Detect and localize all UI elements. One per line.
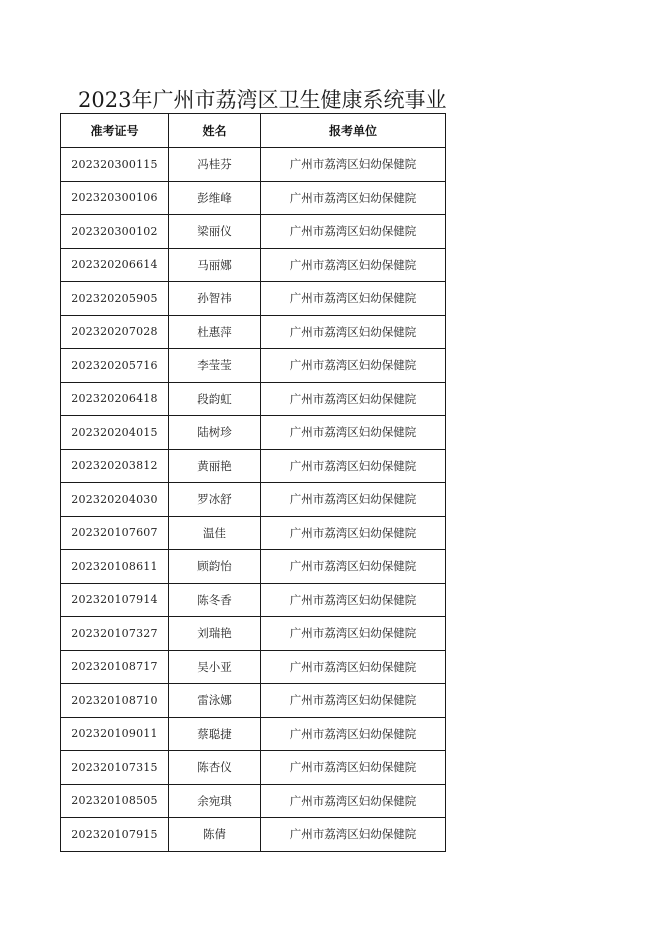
candidate-name-cell: 陆树珍 <box>169 416 261 450</box>
exam-id-cell: 202320108505 <box>61 784 169 818</box>
table-row <box>61 784 446 818</box>
exam-id-cell: 202320107607 <box>61 516 169 550</box>
candidate-name-cell: 孙智祎 <box>169 282 261 316</box>
table-row <box>61 282 446 316</box>
table-row <box>61 382 446 416</box>
candidate-name-cell: 陈倩 <box>169 818 261 852</box>
applied-unit-cell: 广州市荔湾区妇幼保健院 <box>261 650 446 684</box>
exam-id-cell: 202320206614 <box>61 248 169 282</box>
candidate-name-cell: 黄丽艳 <box>169 449 261 483</box>
applied-unit-cell: 广州市荔湾区妇幼保健院 <box>261 784 446 818</box>
applied-unit-cell: 广州市荔湾区妇幼保健院 <box>261 148 446 182</box>
candidate-table <box>60 113 446 852</box>
candidate-name-cell: 陈杏仪 <box>169 751 261 785</box>
applied-unit-cell: 广州市荔湾区妇幼保健院 <box>261 717 446 751</box>
column-header-unit: 报考单位 <box>261 114 446 148</box>
candidate-name-cell: 冯桂芬 <box>169 148 261 182</box>
exam-id-cell: 202320204030 <box>61 483 169 517</box>
exam-id-cell: 202320300115 <box>61 148 169 182</box>
exam-id-cell: 202320207028 <box>61 315 169 349</box>
exam-id-cell: 202320206418 <box>61 382 169 416</box>
exam-id-cell: 202320107315 <box>61 751 169 785</box>
table-row <box>61 684 446 718</box>
table-row <box>61 650 446 684</box>
candidate-name-cell: 罗冰舒 <box>169 483 261 517</box>
table-row <box>61 449 446 483</box>
exam-id-cell: 202320107914 <box>61 583 169 617</box>
candidate-name-cell: 刘瑞艳 <box>169 617 261 651</box>
exam-id-cell: 202320109011 <box>61 717 169 751</box>
applied-unit-cell: 广州市荔湾区妇幼保健院 <box>261 684 446 718</box>
column-header-exam-id: 准考证号 <box>61 114 169 148</box>
candidate-name-cell: 雷泳娜 <box>169 684 261 718</box>
applied-unit-cell: 广州市荔湾区妇幼保健院 <box>261 516 446 550</box>
applied-unit-cell: 广州市荔湾区妇幼保健院 <box>261 583 446 617</box>
column-header-name: 姓名 <box>169 114 261 148</box>
applied-unit-cell: 广州市荔湾区妇幼保健院 <box>261 483 446 517</box>
applied-unit-cell: 广州市荔湾区妇幼保健院 <box>261 282 446 316</box>
applied-unit-cell: 广州市荔湾区妇幼保健院 <box>261 215 446 249</box>
applied-unit-cell: 广州市荔湾区妇幼保健院 <box>261 349 446 383</box>
applied-unit-cell: 广州市荔湾区妇幼保健院 <box>261 315 446 349</box>
exam-id-cell: 202320108710 <box>61 684 169 718</box>
table-row <box>61 483 446 517</box>
candidate-name-cell: 吴小亚 <box>169 650 261 684</box>
exam-id-cell: 202320108611 <box>61 550 169 584</box>
table-row <box>61 717 446 751</box>
table-row <box>61 583 446 617</box>
exam-id-cell: 202320204015 <box>61 416 169 450</box>
applied-unit-cell: 广州市荔湾区妇幼保健院 <box>261 550 446 584</box>
applied-unit-cell: 广州市荔湾区妇幼保健院 <box>261 382 446 416</box>
table-row <box>61 248 446 282</box>
exam-id-cell: 202320107327 <box>61 617 169 651</box>
exam-id-cell: 202320203812 <box>61 449 169 483</box>
table-row <box>61 315 446 349</box>
candidate-name-cell: 李莹莹 <box>169 349 261 383</box>
exam-id-cell: 202320300102 <box>61 215 169 249</box>
candidate-name-cell: 余宛琪 <box>169 784 261 818</box>
table-row <box>61 818 446 852</box>
candidate-name-cell: 温佳 <box>169 516 261 550</box>
exam-id-cell: 202320205905 <box>61 282 169 316</box>
candidate-name-cell: 马丽娜 <box>169 248 261 282</box>
table-row <box>61 215 446 249</box>
applied-unit-cell: 广州市荔湾区妇幼保健院 <box>261 449 446 483</box>
candidate-name-cell: 段韵虹 <box>169 382 261 416</box>
candidate-name-cell: 陈冬香 <box>169 583 261 617</box>
candidate-name-cell: 顾韵怡 <box>169 550 261 584</box>
table-row <box>61 181 446 215</box>
exam-id-cell: 202320300106 <box>61 181 169 215</box>
table-row <box>61 751 446 785</box>
exam-id-cell: 202320205716 <box>61 349 169 383</box>
candidate-name-cell: 蔡聪捷 <box>169 717 261 751</box>
table-row <box>61 550 446 584</box>
candidate-name-cell: 梁丽仪 <box>169 215 261 249</box>
table-row <box>61 416 446 450</box>
table-row <box>61 617 446 651</box>
applied-unit-cell: 广州市荔湾区妇幼保健院 <box>261 818 446 852</box>
candidate-name-cell: 彭维峰 <box>169 181 261 215</box>
exam-id-cell: 202320108717 <box>61 650 169 684</box>
applied-unit-cell: 广州市荔湾区妇幼保健院 <box>261 617 446 651</box>
applied-unit-cell: 广州市荔湾区妇幼保健院 <box>261 181 446 215</box>
exam-id-cell: 202320107915 <box>61 818 169 852</box>
candidate-name-cell: 杜惠萍 <box>169 315 261 349</box>
applied-unit-cell: 广州市荔湾区妇幼保健院 <box>261 751 446 785</box>
table-row <box>61 148 446 182</box>
table-row <box>61 516 446 550</box>
page-title: 2023年广州市荔湾区卫生健康系统事业 <box>78 88 446 112</box>
applied-unit-cell: 广州市荔湾区妇幼保健院 <box>261 248 446 282</box>
table-header-row <box>61 114 446 148</box>
table-row <box>61 349 446 383</box>
table-body <box>61 148 446 852</box>
applied-unit-cell: 广州市荔湾区妇幼保健院 <box>261 416 446 450</box>
